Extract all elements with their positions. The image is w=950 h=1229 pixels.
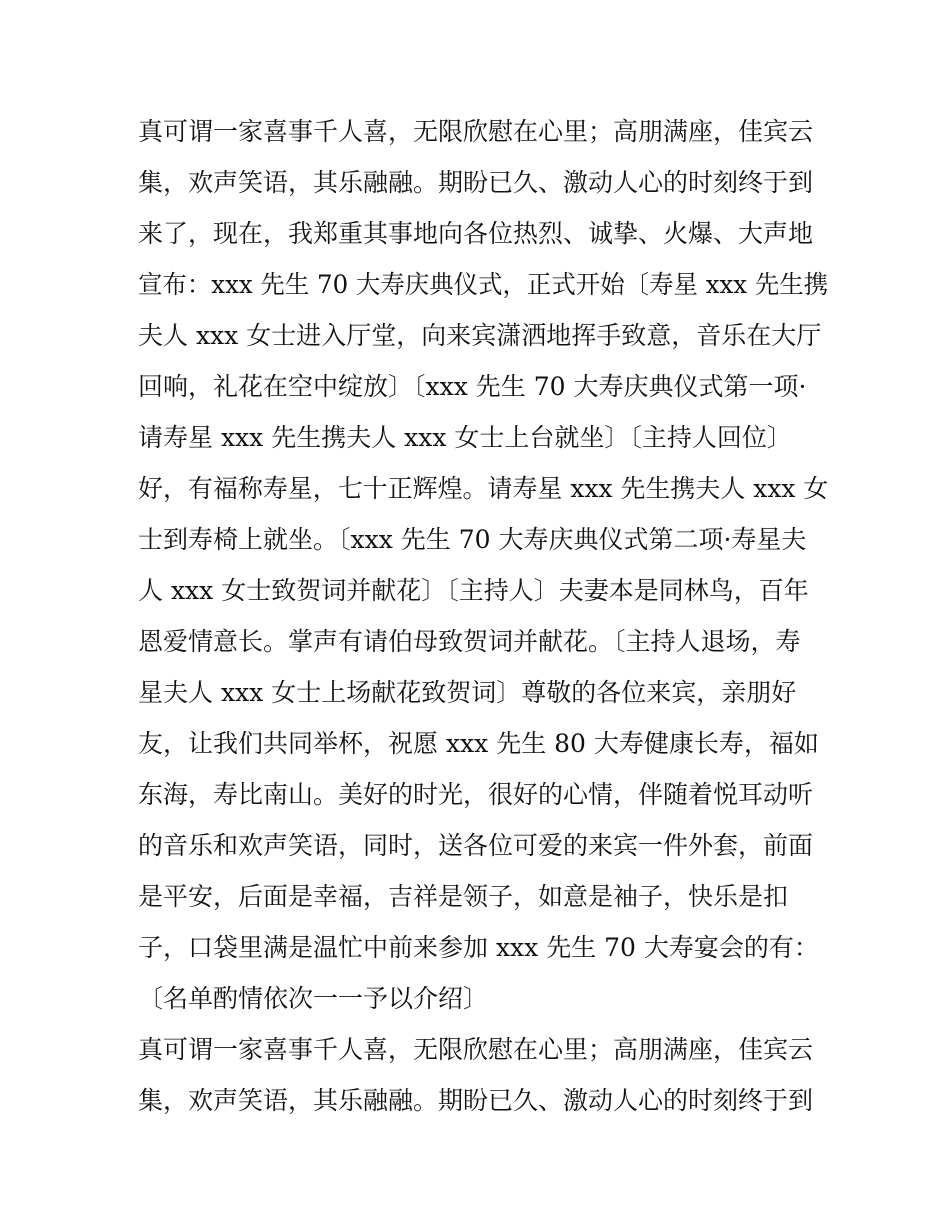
- text-line-13: 友，让我们共同举杯，祝愿 xxx 先生 80 大寿健康长寿，福如: [138, 729, 819, 758]
- text-line-4: 宣布：xxx 先生 70 大寿庆典仪式，正式开始〔寿星 xxx 先生携: [138, 270, 829, 299]
- text-line-14: 东海，寿比南山。美好的时光，很好的心情，伴随着悦耳动听: [138, 780, 814, 809]
- text-line-15: 的音乐和欢声笑语，同时，送各位可爱的来宾一件外套，前面: [138, 831, 814, 860]
- text-line-16: 是平安，后面是幸福，吉祥是领子，如意是袖子，快乐是扣: [138, 882, 789, 911]
- text-line-1: 真可谓一家喜事千人喜，无限欣慰在心里；高朋满座，佳宾云: [138, 117, 814, 146]
- text-line-9: 士到寿椅上就坐。〔xxx 先生 70 大寿庆典仪式第二项·寿星夫: [138, 525, 807, 554]
- text-line-8: 好，有福称寿星，七十正辉煌。请寿星 xxx 先生携夫人 xxx 女: [138, 474, 829, 503]
- text-line-2: 集，欢声笑语，其乐融融。期盼已久、激动人心的时刻终于到: [138, 168, 814, 197]
- text-line-5: 夫人 xxx 女士进入厅堂，向来宾潇洒地挥手致意，音乐在大厅: [138, 321, 822, 350]
- body-text: [138, 106, 829, 1126]
- text-line-7: 请寿星 xxx 先生携夫人 xxx 女士上台就坐〕〔主持人回位〕: [138, 423, 792, 452]
- text-line-6: 回响，礼花在空中绽放〕〔xxx 先生 70 大寿庆典仪式第一项·: [138, 372, 807, 401]
- text-line-12: 星夫人 xxx 女士上场献花致贺词〕尊敬的各位来宾，亲朋好: [138, 678, 797, 707]
- text-line-11: 恩爱情意长。掌声有请伯母致贺词并献花。〔主持人退场，寿: [138, 627, 801, 656]
- text-line-19: 真可谓一家喜事千人喜，无限欣慰在心里；高朋满座，佳宾云: [138, 1035, 814, 1064]
- text-line-3: 来了，现在，我郑重其事地向各位热烈、诚挚、火爆、大声地: [138, 219, 814, 248]
- text-line-17: 子，口袋里满是温忙中前来参加 xxx 先生 70 大寿宴会的有：: [138, 933, 819, 962]
- text-line-10: 人 xxx 女士致贺词并献花〕〔主持人〕夫妻本是同林鸟，百年: [138, 576, 809, 605]
- text-line-18: 〔名单酌情依次一一予以介绍〕: [138, 984, 489, 1013]
- text-line-20: 集，欢声笑语，其乐融融。期盼已久、激动人心的时刻终于到: [138, 1086, 814, 1115]
